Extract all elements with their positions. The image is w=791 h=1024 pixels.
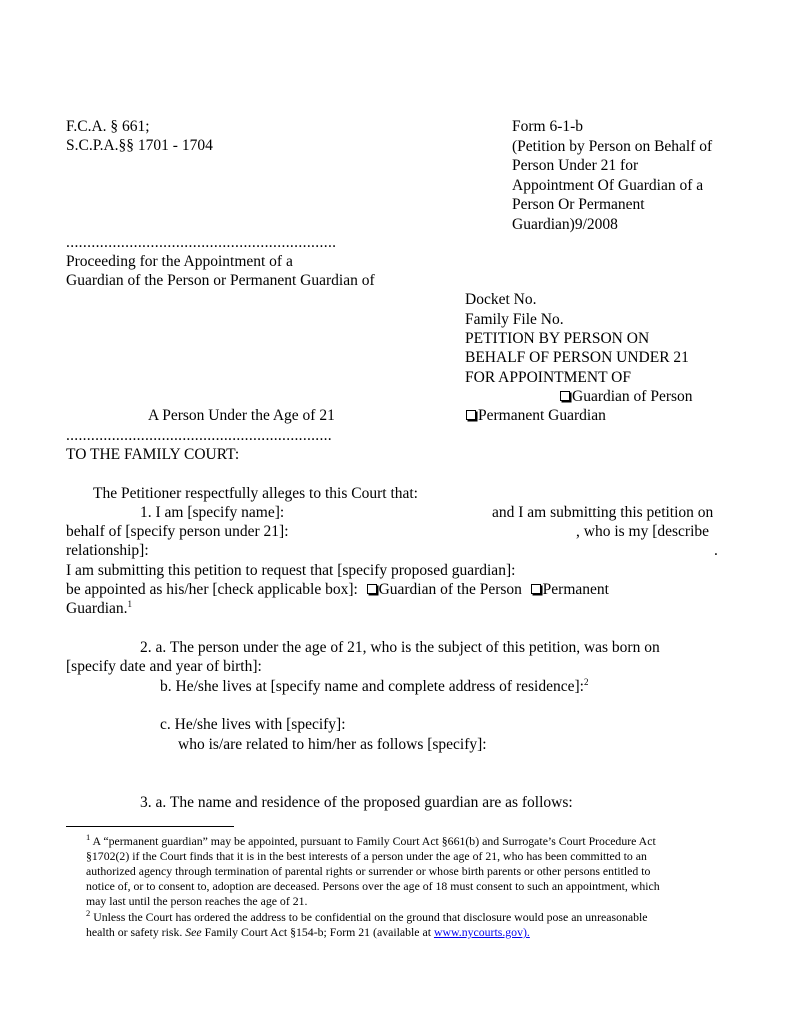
checkbox-permanent-guardian[interactable]: [466, 410, 476, 420]
petition-title-line: FOR APPOINTMENT OF: [465, 369, 631, 386]
family-file-number-label: Family File No.: [465, 311, 564, 328]
para1-check-prompt: be appointed as his/her [check applicable box]:: [66, 581, 358, 598]
statute-citation-fca: F.C.A. § 661;: [66, 118, 150, 135]
footnote-2-number: 2: [86, 908, 91, 919]
checkbox-permanent[interactable]: [531, 584, 541, 594]
option-guardian-of-person[interactable]: [559, 387, 693, 407]
footnote-2-see: See: [185, 925, 202, 939]
footnote-1-line: notice of, or to consent to, adoption are deceased. Persons over the age of 18 must consent to such an appointment, which: [86, 879, 660, 893]
option-label: Permanent: [542, 581, 609, 598]
para1-person-prompt: behalf of [specify person under 21]:: [66, 523, 289, 540]
person-under-21-label: A Person Under the Age of 21: [148, 407, 335, 424]
footnote-1-line: [86, 834, 656, 849]
petition-intro: The Petitioner respectfully alleges to this Court that:: [93, 485, 418, 502]
form-description-line: Guardian)9/2008: [512, 215, 618, 233]
para2a-text: 2. a. The person under the age of 21, who is the subject of this petition, was born on: [140, 639, 660, 656]
form-number: Form 6-1-b: [512, 118, 584, 135]
form-description-line: Person Under 21 for: [512, 157, 639, 174]
para2a-continuation: [specify date and year of birth]:: [66, 658, 262, 675]
para1-appointment-line: [66, 580, 609, 600]
footnote-1-line: authorized agency through termination of parental rights or surrender or whose birth parents or other persons entitled to: [86, 864, 651, 878]
para2b-text: b. He/she lives at [specify name and complete address of residence]:: [160, 678, 584, 695]
caption-dotted-line-bottom: ................................................................: [66, 427, 332, 444]
caption-dotted-line-top: ................................................................: [66, 234, 337, 251]
para2c-continuation: who is/are related to him/her as follows [specify]:: [178, 736, 487, 753]
footnote-2-line: [86, 925, 530, 940]
para1-guardian-word: Guardian.: [66, 600, 128, 617]
para1-behalf-text: and I am submitting this petition on: [492, 504, 714, 521]
para1-period: .: [714, 542, 718, 559]
proceeding-title-line2: Guardian of the Person or Permanent Guardian of: [66, 272, 375, 289]
form-description-line: (Petition by Person on Behalf of: [512, 137, 713, 155]
to-the-court-heading: TO THE FAMILY COURT:: [66, 446, 240, 463]
para2c-text: c. He/she lives with [specify]:: [160, 716, 346, 733]
para1-describe-text: , who is my [describe: [576, 523, 710, 540]
footnote-reference-2[interactable]: 2: [583, 676, 589, 687]
footnote-1-line: may last until the person reaches the age of 21.: [86, 894, 308, 908]
option-permanent-guardian[interactable]: [465, 406, 606, 426]
option-label: Permanent Guardian: [478, 407, 606, 424]
para1-guardian-line: [66, 599, 132, 619]
para1-name-prompt: 1. I am [specify name]:: [140, 504, 285, 521]
proceeding-title-line1: Proceeding for the Appointment of a: [66, 253, 293, 270]
footnote-2-text: Family Court Act §154-b; Form 21 (available at: [201, 925, 434, 939]
nycourts-link[interactable]: www.nycourts.gov).: [433, 925, 530, 939]
checkbox-guardian-of-person[interactable]: [560, 391, 570, 401]
footnote-2-line: [86, 910, 648, 925]
petition-title-line: BEHALF OF PERSON UNDER 21: [465, 349, 689, 366]
form-header-block: [512, 117, 762, 234]
para1-request-text: I am submitting this petition to request that [specify proposed guardian]:: [66, 562, 516, 579]
docket-number-label: Docket No.: [465, 291, 537, 308]
footnote-separator: [66, 826, 234, 827]
option-label: Guardian of Person: [572, 388, 693, 405]
para2b-line: [160, 677, 588, 697]
footnote-2-text: health or safety risk.: [86, 925, 186, 939]
footnote-1-line: §1702(2) if the Court finds that it is in the best interests of a person under the age of 21, who has been committed to an: [86, 849, 647, 863]
option-label: Guardian of the Person: [378, 581, 522, 598]
statute-citation-scpa: S.C.P.A.§§ 1701 - 1704: [66, 137, 213, 154]
form-description-line: Person Or Permanent: [512, 196, 645, 213]
footnote-1-text: A “permanent guardian” may be appointed, pursuant to Family Court Act §661(b) and Surrogate’s Court Procedure Act: [90, 834, 656, 848]
footnote-reference-1[interactable]: 1: [127, 598, 133, 609]
footnote-2-text: Unless the Court has ordered the address to be confidential on the ground that disclosure would pose an unreasonable: [90, 910, 648, 924]
footnote-1-number: 1: [86, 832, 91, 843]
form-description-line: Appointment Of Guardian of a: [512, 176, 704, 194]
checkbox-guardian-of-the-person[interactable]: [367, 584, 377, 594]
para3a-text: 3. a. The name and residence of the proposed guardian are as follows:: [140, 794, 573, 811]
petition-title-line: PETITION BY PERSON ON: [465, 330, 650, 347]
para1-relationship-prompt: relationship]:: [66, 542, 149, 559]
